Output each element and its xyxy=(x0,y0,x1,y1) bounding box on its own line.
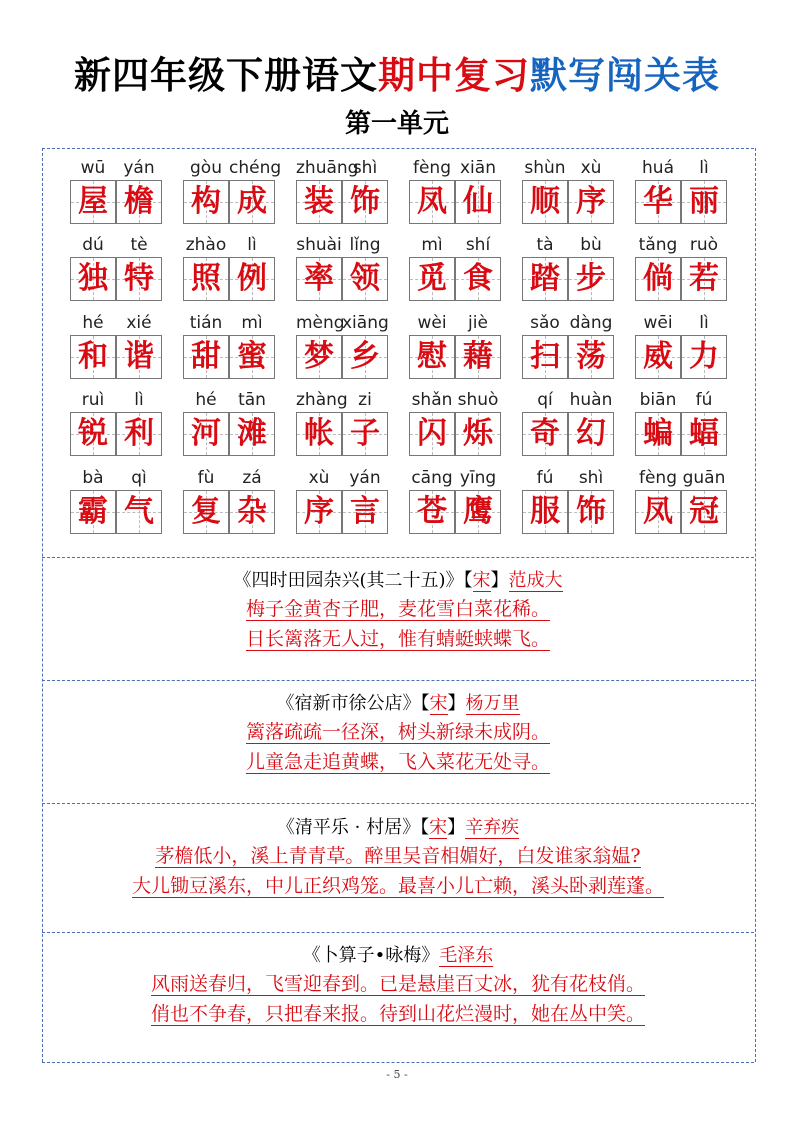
tianzige-cell xyxy=(116,257,162,301)
pinyin-label: shùn xyxy=(524,158,566,178)
poem-dynasty: 宋 xyxy=(429,817,448,838)
pinyin-label: hé xyxy=(195,390,217,410)
tianzige-cell xyxy=(342,335,388,379)
answer-character: 序 xyxy=(576,184,606,219)
tianzige-cell xyxy=(568,180,614,224)
tianzige-cell xyxy=(522,490,568,534)
pinyin-label: xiān xyxy=(460,158,496,178)
tianzige-cell xyxy=(296,180,342,224)
answer-character: 檐 xyxy=(124,184,154,219)
poem-dynasty: 宋 xyxy=(472,570,491,591)
pinyin-label: shì xyxy=(352,158,378,178)
pinyin-label: huàn xyxy=(569,390,613,410)
tianzige-cell xyxy=(296,490,342,534)
tianzige-cell xyxy=(635,335,681,379)
pinyin-label: hé xyxy=(82,313,104,333)
pinyin-label: jiè xyxy=(468,313,488,333)
tianzige-cell xyxy=(568,490,614,534)
tianzige-cell xyxy=(455,257,501,301)
pinyin-label: qí xyxy=(537,390,553,410)
pinyin-label: wèi xyxy=(417,313,447,333)
tianzige-cell xyxy=(229,257,275,301)
tianzige-cell xyxy=(568,257,614,301)
tianzige-cell xyxy=(681,335,727,379)
answer-character: 荡 xyxy=(576,339,606,374)
pinyin-label: ruò xyxy=(689,235,719,255)
tianzige-cell xyxy=(522,412,568,456)
tianzige-cell xyxy=(296,257,342,301)
pinyin-label: yán xyxy=(123,158,155,178)
tianzige-cell xyxy=(635,412,681,456)
pinyin-label: xiāng xyxy=(342,313,389,333)
poem-author: 毛泽东 xyxy=(439,945,494,966)
tianzige-cell xyxy=(635,490,681,534)
pinyin-label: mì xyxy=(241,313,263,333)
tianzige-cell xyxy=(229,180,275,224)
tianzige-cell xyxy=(681,257,727,301)
tianzige-cell xyxy=(568,335,614,379)
answer-character: 谐 xyxy=(124,339,154,374)
poem-line: 风雨送春归，飞雪迎春到。已是悬崖百丈冰，犹有花枝俏。 xyxy=(150,973,645,995)
answer-character: 踏 xyxy=(530,261,560,296)
section-divider xyxy=(42,803,754,804)
pinyin-label: lì xyxy=(699,313,709,333)
answer-character: 滩 xyxy=(237,416,267,451)
answer-character: 梦 xyxy=(304,339,334,374)
tianzige-cell xyxy=(409,490,455,534)
answer-character: 幻 xyxy=(576,416,606,451)
answer-character: 闪 xyxy=(417,416,447,451)
tianzige-cell xyxy=(116,335,162,379)
tianzige-cell xyxy=(635,257,681,301)
answer-character: 甜 xyxy=(191,339,221,374)
answer-character: 服 xyxy=(530,494,560,529)
poem-author: 辛弃疾 xyxy=(465,817,520,838)
poem-line: 梅子金黄杏子肥，麦花雪白菜花稀。 xyxy=(245,598,550,620)
answer-character: 凤 xyxy=(643,494,673,529)
pinyin-label: shí xyxy=(465,235,491,255)
answer-character: 华 xyxy=(643,184,673,219)
answer-character: 杂 xyxy=(237,494,267,529)
answer-character: 例 xyxy=(237,261,267,296)
pinyin-label: fú xyxy=(695,390,713,410)
answer-character: 复 xyxy=(191,494,221,529)
tianzige-cell xyxy=(409,257,455,301)
pinyin-label: wēi xyxy=(643,313,673,333)
section-divider xyxy=(42,680,754,681)
poem-line: 大儿锄豆溪东，中儿正织鸡笼。最喜小儿亡赖，溪头卧剥莲蓬。 xyxy=(131,875,664,897)
tianzige-cell xyxy=(229,335,275,379)
tianzige-cell xyxy=(681,490,727,534)
answer-character: 倘 xyxy=(643,261,673,296)
section-divider xyxy=(42,557,754,558)
pinyin-label: zi xyxy=(358,390,372,410)
tianzige-cell xyxy=(70,490,116,534)
pinyin-label: qì xyxy=(131,468,147,488)
pinyin-label: lì xyxy=(699,158,709,178)
answer-character: 锐 xyxy=(78,416,108,451)
pinyin-label: guān xyxy=(682,468,726,488)
pinyin-label: shuài xyxy=(296,235,342,255)
tianzige-cell xyxy=(116,180,162,224)
tianzige-cell xyxy=(409,180,455,224)
tianzige-cell xyxy=(635,180,681,224)
answer-character: 成 xyxy=(237,184,267,219)
answer-character: 丽 xyxy=(689,184,719,219)
pinyin-label: dàng xyxy=(569,313,613,333)
pinyin-label: cāng xyxy=(411,468,453,488)
pinyin-label: fú xyxy=(536,468,554,488)
answer-character: 觅 xyxy=(417,261,447,296)
pinyin-label: yīng xyxy=(459,468,497,488)
pinyin-label: xù xyxy=(580,158,602,178)
pinyin-label: lì xyxy=(134,390,144,410)
poem-line: 儿童急走追黄蝶，飞入菜花无处寻。 xyxy=(245,751,550,773)
tianzige-cell xyxy=(70,412,116,456)
answer-character: 冠 xyxy=(689,494,719,529)
answer-character: 鹰 xyxy=(463,494,493,529)
answer-character: 步 xyxy=(576,261,606,296)
pinyin-label: tān xyxy=(238,390,266,410)
tianzige-cell xyxy=(681,180,727,224)
pinyin-label: sǎo xyxy=(530,313,560,333)
answer-character: 言 xyxy=(350,494,380,529)
answer-character: 领 xyxy=(350,261,380,296)
pinyin-label: fèng xyxy=(412,158,451,178)
tianzige-cell xyxy=(522,180,568,224)
pinyin-label: ruì xyxy=(81,390,105,410)
answer-character: 凤 xyxy=(417,184,447,219)
answer-character: 序 xyxy=(304,494,334,529)
answer-character: 构 xyxy=(191,184,221,219)
pinyin-label: tǎng xyxy=(638,235,678,255)
pinyin-label: lì xyxy=(247,235,257,255)
pinyin-label: huá xyxy=(642,158,674,178)
tianzige-cell xyxy=(229,412,275,456)
answer-character: 威 xyxy=(643,339,673,374)
answer-character: 饰 xyxy=(350,184,380,219)
poem-title: 《卜算子•咏梅》毛泽东 xyxy=(302,945,494,966)
tianzige-cell xyxy=(568,412,614,456)
pinyin-label: bù xyxy=(580,235,602,255)
tianzige-cell xyxy=(342,180,388,224)
tianzige-cell xyxy=(116,412,162,456)
answer-character: 苍 xyxy=(417,494,447,529)
tianzige-cell xyxy=(296,335,342,379)
tianzige-cell xyxy=(183,490,229,534)
answer-character: 照 xyxy=(191,261,221,296)
page-number: - 5 - xyxy=(386,1068,408,1081)
answer-character: 和 xyxy=(78,339,108,374)
tianzige-cell xyxy=(296,412,342,456)
answer-character: 力 xyxy=(689,339,719,374)
answer-character: 藉 xyxy=(463,339,493,374)
pinyin-label: xù xyxy=(308,468,330,488)
answer-character: 霸 xyxy=(78,494,108,529)
pinyin-label: mèng xyxy=(296,313,345,333)
tianzige-cell xyxy=(455,490,501,534)
section-divider xyxy=(42,932,754,933)
tianzige-cell xyxy=(342,257,388,301)
pinyin-label: tián xyxy=(189,313,223,333)
pinyin-label: shì xyxy=(578,468,604,488)
poem-line: 茅檐低小，溪上青青草。醉里吴音相媚好，白发谁家翁媪? xyxy=(155,845,641,867)
answer-character: 饰 xyxy=(576,494,606,529)
answer-character: 食 xyxy=(463,261,493,296)
answer-character: 慰 xyxy=(417,339,447,374)
poem-line: 俏也不争春，只把春来报。待到山花烂漫时，她在丛中笑。 xyxy=(150,1003,645,1025)
tianzige-cell xyxy=(455,335,501,379)
pinyin-label: dú xyxy=(82,235,104,255)
poem-3 xyxy=(42,815,754,901)
answer-character: 率 xyxy=(304,261,334,296)
poem-title: 《宿新市徐公店》【宋】杨万里 xyxy=(276,693,520,714)
tianzige-cell xyxy=(183,257,229,301)
pinyin-label: wū xyxy=(80,158,106,178)
poem-2 xyxy=(42,691,754,777)
answer-character: 烁 xyxy=(463,416,493,451)
title-part-3: 默写闯关表 xyxy=(530,54,720,97)
answer-character: 独 xyxy=(78,261,108,296)
poem-line: 日长篱落无人过，惟有蜻蜓蛱蝶飞。 xyxy=(245,628,550,650)
pinyin-label: chéng xyxy=(229,158,282,178)
pinyin-label: biān xyxy=(639,390,677,410)
poem-1 xyxy=(42,568,754,654)
answer-character: 特 xyxy=(124,261,154,296)
title-part-1: 新四年级下册语文 xyxy=(74,54,378,97)
poem-4 xyxy=(42,943,754,1029)
tianzige-cell xyxy=(409,412,455,456)
tianzige-cell xyxy=(681,412,727,456)
answer-character: 气 xyxy=(124,494,154,529)
poem-dynasty: 宋 xyxy=(429,693,448,714)
answer-character: 奇 xyxy=(530,416,560,451)
page-title xyxy=(0,52,794,100)
tianzige-cell xyxy=(522,257,568,301)
answer-character: 帐 xyxy=(304,416,334,451)
pinyin-label: zhào xyxy=(185,235,227,255)
answer-character: 仙 xyxy=(463,184,493,219)
tianzige-cell xyxy=(183,335,229,379)
pinyin-label: shǎn xyxy=(411,390,453,410)
tianzige-cell xyxy=(455,180,501,224)
tianzige-cell xyxy=(229,490,275,534)
poem-line: 篱落疏疏一径深，树头新绿未成阴。 xyxy=(245,721,550,743)
answer-character: 蜜 xyxy=(237,339,267,374)
pinyin-label: bà xyxy=(82,468,104,488)
pinyin-label: fèng xyxy=(638,468,677,488)
pinyin-label: zhuāng xyxy=(296,158,359,178)
title-part-2: 期中复习 xyxy=(378,54,530,97)
answer-character: 顺 xyxy=(530,184,560,219)
answer-character: 利 xyxy=(124,416,154,451)
tianzige-cell xyxy=(409,335,455,379)
tianzige-cell xyxy=(70,257,116,301)
pinyin-label: tà xyxy=(536,235,554,255)
pinyin-label: gòu xyxy=(190,158,222,178)
unit-subtitle: 第一单元 xyxy=(344,109,449,139)
pinyin-label: tè xyxy=(130,235,148,255)
tianzige-cell xyxy=(183,412,229,456)
pinyin-label: yán xyxy=(349,468,381,488)
answer-character: 扫 xyxy=(530,339,560,374)
answer-character: 子 xyxy=(350,416,380,451)
answer-character: 若 xyxy=(689,261,719,296)
tianzige-cell xyxy=(522,335,568,379)
poem-title: 《清平乐 · 村居》【宋】辛弃疾 xyxy=(276,817,520,838)
answer-character: 装 xyxy=(304,184,334,219)
tianzige-cell xyxy=(342,490,388,534)
pinyin-label: lǐng xyxy=(349,235,381,255)
tianzige-cell xyxy=(455,412,501,456)
answer-character: 河 xyxy=(191,416,221,451)
tianzige-cell xyxy=(183,180,229,224)
poem-author: 范成大 xyxy=(508,570,563,591)
tianzige-cell xyxy=(342,412,388,456)
pinyin-label: zá xyxy=(242,468,262,488)
pinyin-label: zhàng xyxy=(296,390,348,410)
answer-character: 屋 xyxy=(78,184,108,219)
tianzige-cell xyxy=(116,490,162,534)
pinyin-label: shuò xyxy=(457,390,499,410)
answer-character: 蝙 xyxy=(643,416,673,451)
poem-title: 《四时田园杂兴(其二十五)》【宋】范成大 xyxy=(233,570,563,591)
pinyin-label: fù xyxy=(197,468,215,488)
pinyin-label: mì xyxy=(421,235,443,255)
frame-bottom-border xyxy=(42,1062,754,1063)
poem-author: 杨万里 xyxy=(465,693,520,714)
tianzige-cell xyxy=(70,180,116,224)
tianzige-cell xyxy=(70,335,116,379)
answer-character: 乡 xyxy=(350,339,380,374)
answer-character: 蝠 xyxy=(689,416,719,451)
pinyin-label: xié xyxy=(126,313,152,333)
